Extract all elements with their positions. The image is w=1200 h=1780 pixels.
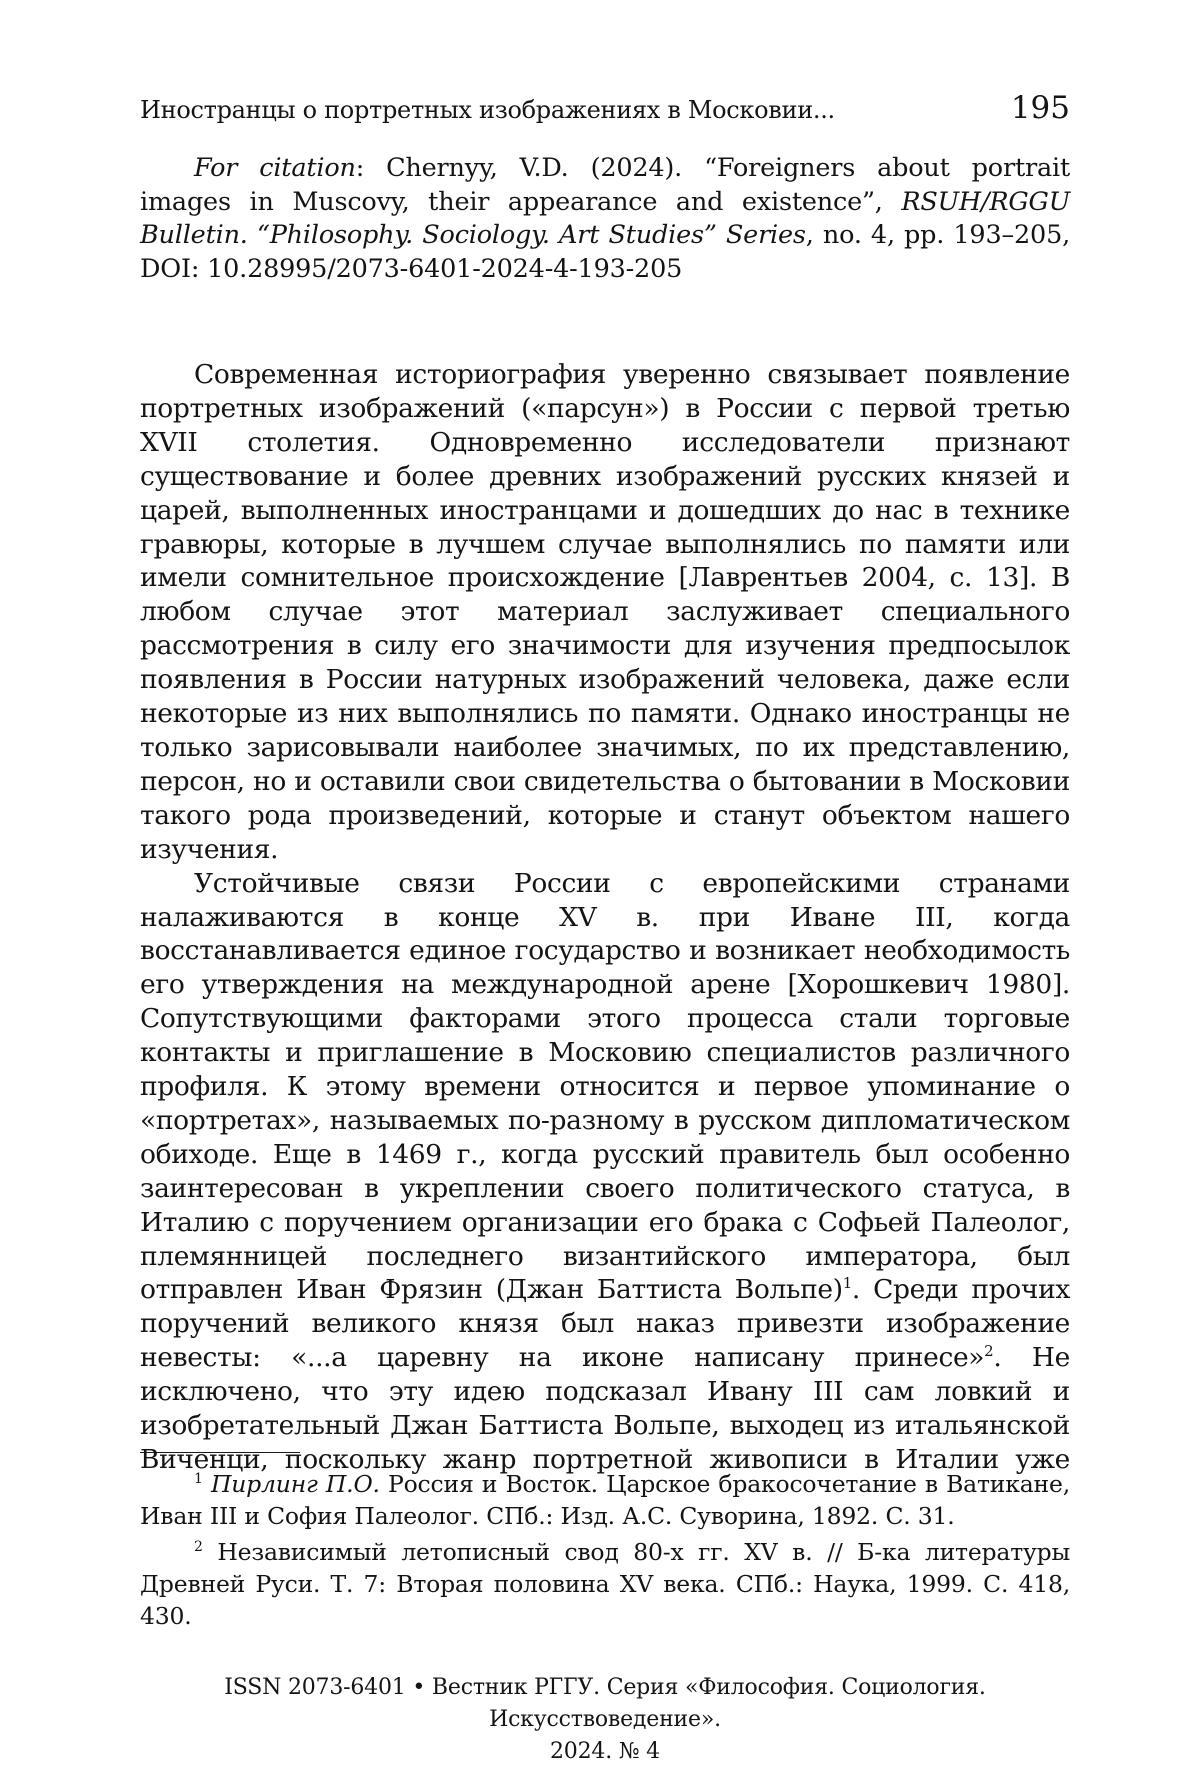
page-number: 195 — [1011, 90, 1070, 126]
footnotes — [140, 1468, 1070, 1636]
footnote-2 — [140, 1536, 1070, 1632]
citation-label: For citation — [194, 153, 356, 183]
running-title: Иностранцы о портретных изображениях в Московии... — [140, 96, 835, 124]
footnote-ref-2[interactable]: 2 — [984, 1342, 993, 1360]
paragraph-1: Современная историография уверенно связывает появление портретных изображений («парсун») в России с первой третью XVII столетия. Одновременно исследователи признают существование и более древних изображений русских князей и царей, выполненных иностранцами и дошедших до нас в технике гравюры, которые в лучшем случае выполнялись по памяти или имели сомнительное происхождение [Лаврентьев 2004, с. 13]. В любом случае этот материал заслуживает специального рассмотрения в силу его значимости для изучения предпосылок появления в России натурных изображений человека, даже если некоторые из них выполнялись по памяти. Однако иностранцы не только зарисовывали наиболее значимых, по их представлению, персон, но и оставили свои свидетельства о бытовании в Московии такого рода произведений, которые и станут объектом нашего изучения. — [140, 358, 1070, 867]
footnote-divider — [140, 1452, 300, 1453]
citation-lead: : Chernyy, V.D. (2024). “Foreigners about portrait images in Muscovy, their appearance and existence”, — [140, 153, 1070, 217]
journal-page — [0, 0, 1200, 1780]
citation-rest: , no. 4, pp. 193–205, DOI: 10.28995/2073-6401-2024-4-193-205 — [140, 220, 1070, 284]
footnote-2-marker: 2 — [194, 1539, 203, 1555]
footnote-ref-1[interactable]: 1 — [843, 1275, 852, 1293]
footnote-2-text: Независимый летописный свод 80-х гг. XV в. // Б-ка литературы Древней Руси. Т. 7: Вторая половина XV века. СПб.: Наука, 1999. С. 418, 430. — [140, 1538, 1070, 1630]
paragraph-2 — [140, 867, 1070, 1477]
footnote-1-marker: 1 — [194, 1471, 203, 1487]
footnote-1 — [140, 1468, 1070, 1532]
footer-journal-line: ISSN 2073-6401 • Вестник РГГУ. Серия «Философия. Социология. Искусствоведение». — [140, 1672, 1070, 1736]
citation-journal: RSUH/RGGU Bulletin. “Philosophy. Sociology. Art Studies” Series — [140, 187, 1070, 251]
footnote-1-text: Россия и Восток. Царское бракосочетание в Ватикане, Иван III и София Палеолог. СПб.: Изд. А.С. Суворина, 1892. С. 31. — [140, 1470, 1070, 1530]
paragraph-2-part-a: Устойчивые связи России с европейскими странами налаживаются в конце XV в. при Иване III, когда восстанавливается единое государство и возникает необходимость его утверждения на международной арене [Хорошкевич 1980]. Сопутствующими факторами этого процесса стали торговые контакты и приглашение в Московию специалистов различного профиля. К этому времени относится и первое упоминание о «портретах», называемых по-разному в русском дипломатическом обиходе. Еще в 1469 г., когда русский правитель был особенно заинтересован в укреплении своего политического статуса, в Италию с поручением организации его брака с Софьей Палеолог, племянницей последнего византийского императора, был отправлен Иван Фрязин (Джан Баттиста Вольпе) — [140, 868, 1070, 1306]
paragraph-2-part-c: . Не исключено, что эту идею подсказал Ивану III сам ловкий и изобретательный Джан Баттиста Вольпе, выходец из итальянской Виченци, поскольку жанр портретной живописи в Италии уже — [140, 1342, 1070, 1475]
page-footer — [140, 1672, 1070, 1768]
footnote-1-author: Пирлинг П.О. — [211, 1470, 380, 1498]
running-head — [140, 90, 1070, 130]
article-body — [140, 358, 1070, 1477]
paragraph-2-part-b: . Среди прочих поручений великого князя был наказ привезти изображение невесты: «...а царевну на иконе написану принесе» — [140, 1274, 1070, 1373]
footer-issue-line: 2024. № 4 — [140, 1736, 1070, 1768]
citation-block — [140, 152, 1070, 286]
